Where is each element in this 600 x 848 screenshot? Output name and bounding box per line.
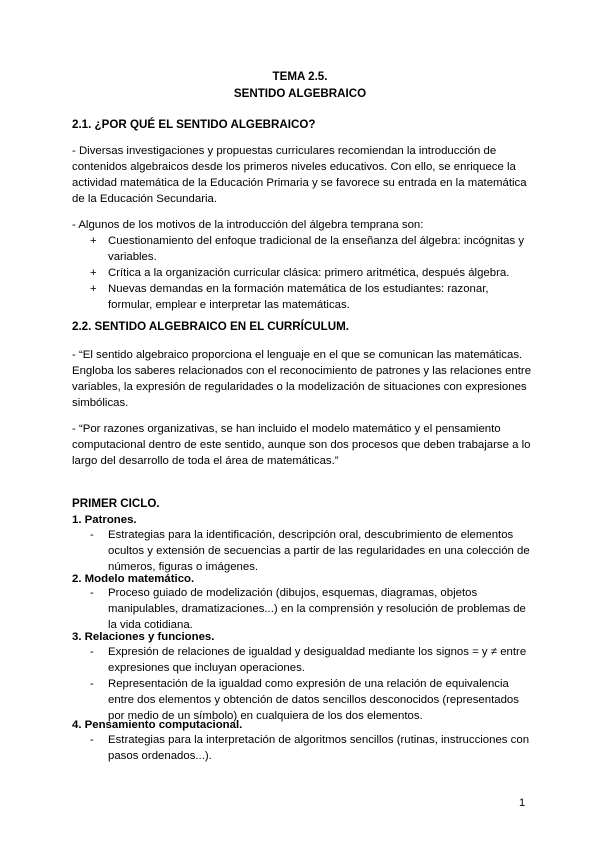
cycle-item-points xyxy=(90,732,530,764)
section-2-1-paragraph-2: - Algunos de los motivos de la introducción del álgebra temprana son: xyxy=(72,219,424,231)
reasons-list xyxy=(90,233,530,313)
plus-bullet: + xyxy=(90,235,97,247)
page-number: 1 xyxy=(519,797,526,809)
plus-bullet: + xyxy=(90,267,97,279)
list-item-text: Expresión de relaciones de igualdad y desigualdad mediante los signos = y ≠ entre expresiones que incluyan operaciones. xyxy=(108,646,527,674)
cycle-heading: PRIMER CICLO. xyxy=(72,497,160,510)
list-item xyxy=(90,265,530,281)
list-item-text: Estrategias para la identificación, descripción oral, descubrimiento de elementos ocultos y extensión de secuencias a partir de las regularidades en una colección de números, figuras o imágenes. xyxy=(108,529,530,573)
list-item-text: Crítica a la organización curricular clásica: primero aritmética, después álgebra. xyxy=(108,267,510,279)
list-item-text: Estrategias para la interpretación de algoritmos sencillos (rutinas, instrucciones con pasos ordenados...). xyxy=(108,734,530,762)
cycle-item-title: 2. Modelo matemático. xyxy=(72,573,195,585)
cycle-item-points xyxy=(90,527,530,575)
list-item-text: Representación de la igualdad como expresión de una relación de equivalencia entre dos elementos y obtención de datos sencillos desconocidos (representados por medio de un símbolo) en cualquiera de los dos elementos. xyxy=(108,678,519,722)
cycle-item-points xyxy=(90,644,530,724)
dash-bullet: - xyxy=(90,587,94,599)
list-item-text: Proceso guiado de modelización (dibujos, esquemas, diagramas, objetos manipulables, dramatizaciones...) en la comprensión y resolución de problemas de la vida cotidiana. xyxy=(108,587,526,631)
list-item xyxy=(90,732,530,764)
dash-bullet: - xyxy=(90,529,94,541)
list-item xyxy=(90,585,530,633)
document-title-line1: TEMA 2.5. xyxy=(272,70,328,83)
document-title-line2: SENTIDO ALGEBRAICO xyxy=(233,87,367,100)
section-2-2-quote-1: - “El sentido algebraico proporciona el lenguaje en el que se comunican las matemáticas. Engloba los saberes relacionados con el reconocimiento de patrones y las relaciones entre variables, la expresión de regularidades o la modelización de situaciones con expresiones simbólicas. xyxy=(72,349,532,409)
list-item xyxy=(90,233,530,265)
list-item xyxy=(90,644,530,676)
cycle-item-title: 3. Relaciones y funciones. xyxy=(72,631,215,643)
section-2-1-heading: 2.1. ¿POR QUÉ EL SENTIDO ALGEBRAICO? xyxy=(72,118,316,131)
plus-bullet: + xyxy=(90,283,97,295)
list-item-text: Nuevas demandas en la formación matemática de los estudiantes: razonar, formular, emplear e interpretar las matemáticas. xyxy=(108,283,489,311)
section-2-2-heading: 2.2. SENTIDO ALGEBRAICO EN EL CURRÍCULUM. xyxy=(72,320,349,333)
list-item-text: Cuestionamiento del enfoque tradicional de la enseñanza del álgebra: incógnitas y variables. xyxy=(108,235,525,263)
cycle-item-title: 1. Patrones. xyxy=(72,514,137,526)
list-item xyxy=(90,281,530,313)
section-2-1-paragraph-1: - Diversas investigaciones y propuestas curriculares recomiendan la introducción de contenidos algebraicos desde los primeros niveles educativos. Con ello, se enriquece la actividad matemática de la Educación Primaria y se favorece su entrada en la matemática de la Educación Secundaria. xyxy=(72,145,527,205)
list-item xyxy=(90,527,530,575)
cycle-item-points xyxy=(90,585,530,633)
cycle-item-title: 4. Pensamiento computacional. xyxy=(72,719,243,731)
dash-bullet: - xyxy=(90,734,94,746)
dash-bullet: - xyxy=(90,646,94,658)
section-2-2-quote-2: - “Por razones organizativas, se han incluido el modelo matemático y el pensamiento computacional dentro de este sentido, aunque son dos procesos que deben trabajarse a lo largo del desarrollo de toda el área de matemáticas.” xyxy=(72,423,531,467)
dash-bullet: - xyxy=(90,678,94,690)
